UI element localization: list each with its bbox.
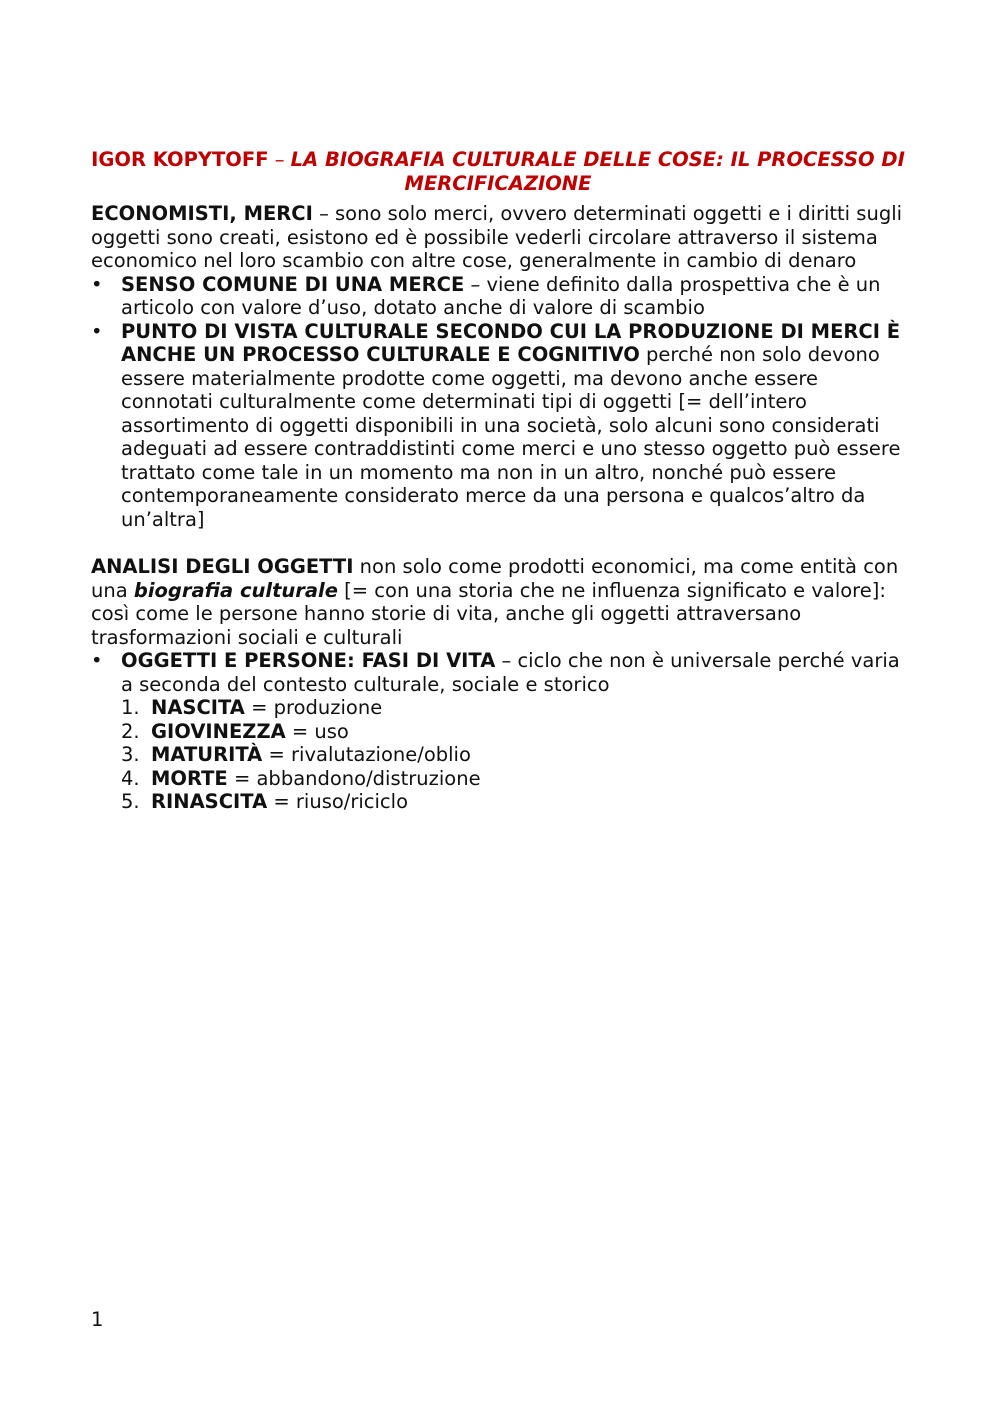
list-item [91, 273, 905, 320]
list-item [91, 649, 905, 696]
phase-item [121, 767, 905, 791]
phase-number: 5. [121, 790, 140, 813]
phase-name: MORTE [151, 766, 228, 790]
phase-item [121, 720, 905, 744]
bullet-icon: • [91, 649, 103, 672]
phase-name: RINASCITA [151, 790, 268, 813]
title-author: IGOR KOPYTOFF [91, 148, 269, 171]
list-item-term: PUNTO DI VISTA CULTURALE SECONDO CUI LA PRODUZIONE DI MERCI È ANCHE UN PROCESSO CULTURALE E COGNITIVO [121, 319, 901, 366]
bullet-icon: • [91, 319, 103, 343]
section1-bullet-list [91, 273, 905, 532]
analisi-text-a: non solo come prodotti economici, ma come entità con una [91, 555, 899, 602]
list-item-term: OGGETTI E PERSONE: FASI DI VITA [121, 649, 496, 672]
phase-number: 1. [121, 696, 140, 719]
phase-number: 4. [121, 766, 140, 790]
phase-number: 3. [121, 743, 140, 766]
phase-meaning: = abbandono/distruzione [227, 766, 481, 790]
list-item-term: SENSO COMUNE DI UNA MERCE [121, 272, 465, 296]
phase-name: GIOVINEZZA [151, 719, 286, 743]
list-item-text: perché non solo devono essere materialmente prodotte come oggetti, ma devono anche essere connotati culturalmente come determinati tipi di oggetti [= dell’intero assortimento di oggetti disponibili in una società, solo alcuni sono considerati adeguati ad essere contraddistinti come merci e uno stesso oggetto può essere trattato come tale in un momento ma non in un altro, nonché può essere contemporaneamente considerato merce da una persona e qualcos’altro da un’altra] [121, 343, 901, 531]
document-title [91, 148, 905, 196]
life-phases-list [91, 696, 905, 814]
phase-name: MATURITÀ [151, 743, 263, 766]
bullet-icon: • [91, 272, 103, 296]
analisi-text-b: [= con una storia che ne influenza significato e valore]: così come le persone hanno storie di vita, anche gli oggetti attraversano trasformazioni sociali e culturali [91, 578, 886, 649]
paragraph-spacer [91, 531, 905, 555]
analisi-paragraph [91, 555, 905, 649]
economisti-paragraph [91, 202, 905, 273]
phase-item [121, 696, 905, 720]
document-page [91, 148, 905, 814]
list-item [91, 320, 905, 532]
economisti-term: ECONOMISTI, MERCI [91, 202, 313, 225]
section2-bullet-list [91, 649, 905, 696]
phase-meaning: = produzione [244, 696, 383, 719]
page-number: 1 [91, 1308, 104, 1331]
list-item-text: – viene definito dalla prospettiva che è un articolo con valore d’uso, dotato anche di valore di scambio [121, 272, 881, 319]
economisti-text: – sono solo merci, ovvero determinati oggetti e i diritti sugli oggetti sono creati, esistono ed è possibile vederli circolare attraverso il sistema economico nel loro scambio con altre cose, generalmente in cambio di denaro [91, 202, 903, 272]
list-item-text: – ciclo che non è universale perché varia a seconda del contesto culturale, sociale e storico [121, 649, 900, 696]
biografia-culturale-term: biografia culturale [133, 578, 338, 602]
phase-meaning: = riuso/riciclo [267, 790, 409, 813]
analisi-term: ANALISI DEGLI OGGETTI [91, 555, 354, 578]
phase-number: 2. [121, 719, 140, 743]
phase-meaning: = uso [285, 719, 349, 743]
phase-meaning: = rivalutazione/oblio [262, 743, 471, 766]
title-work: LA BIOGRAFIA CULTURALE DELLE COSE: IL PROCESSO DI MERCIFICAZIONE [290, 148, 905, 195]
phase-name: NASCITA [151, 696, 245, 719]
phase-item [121, 790, 905, 814]
phase-item [121, 743, 905, 767]
title-dash: – [268, 148, 291, 171]
